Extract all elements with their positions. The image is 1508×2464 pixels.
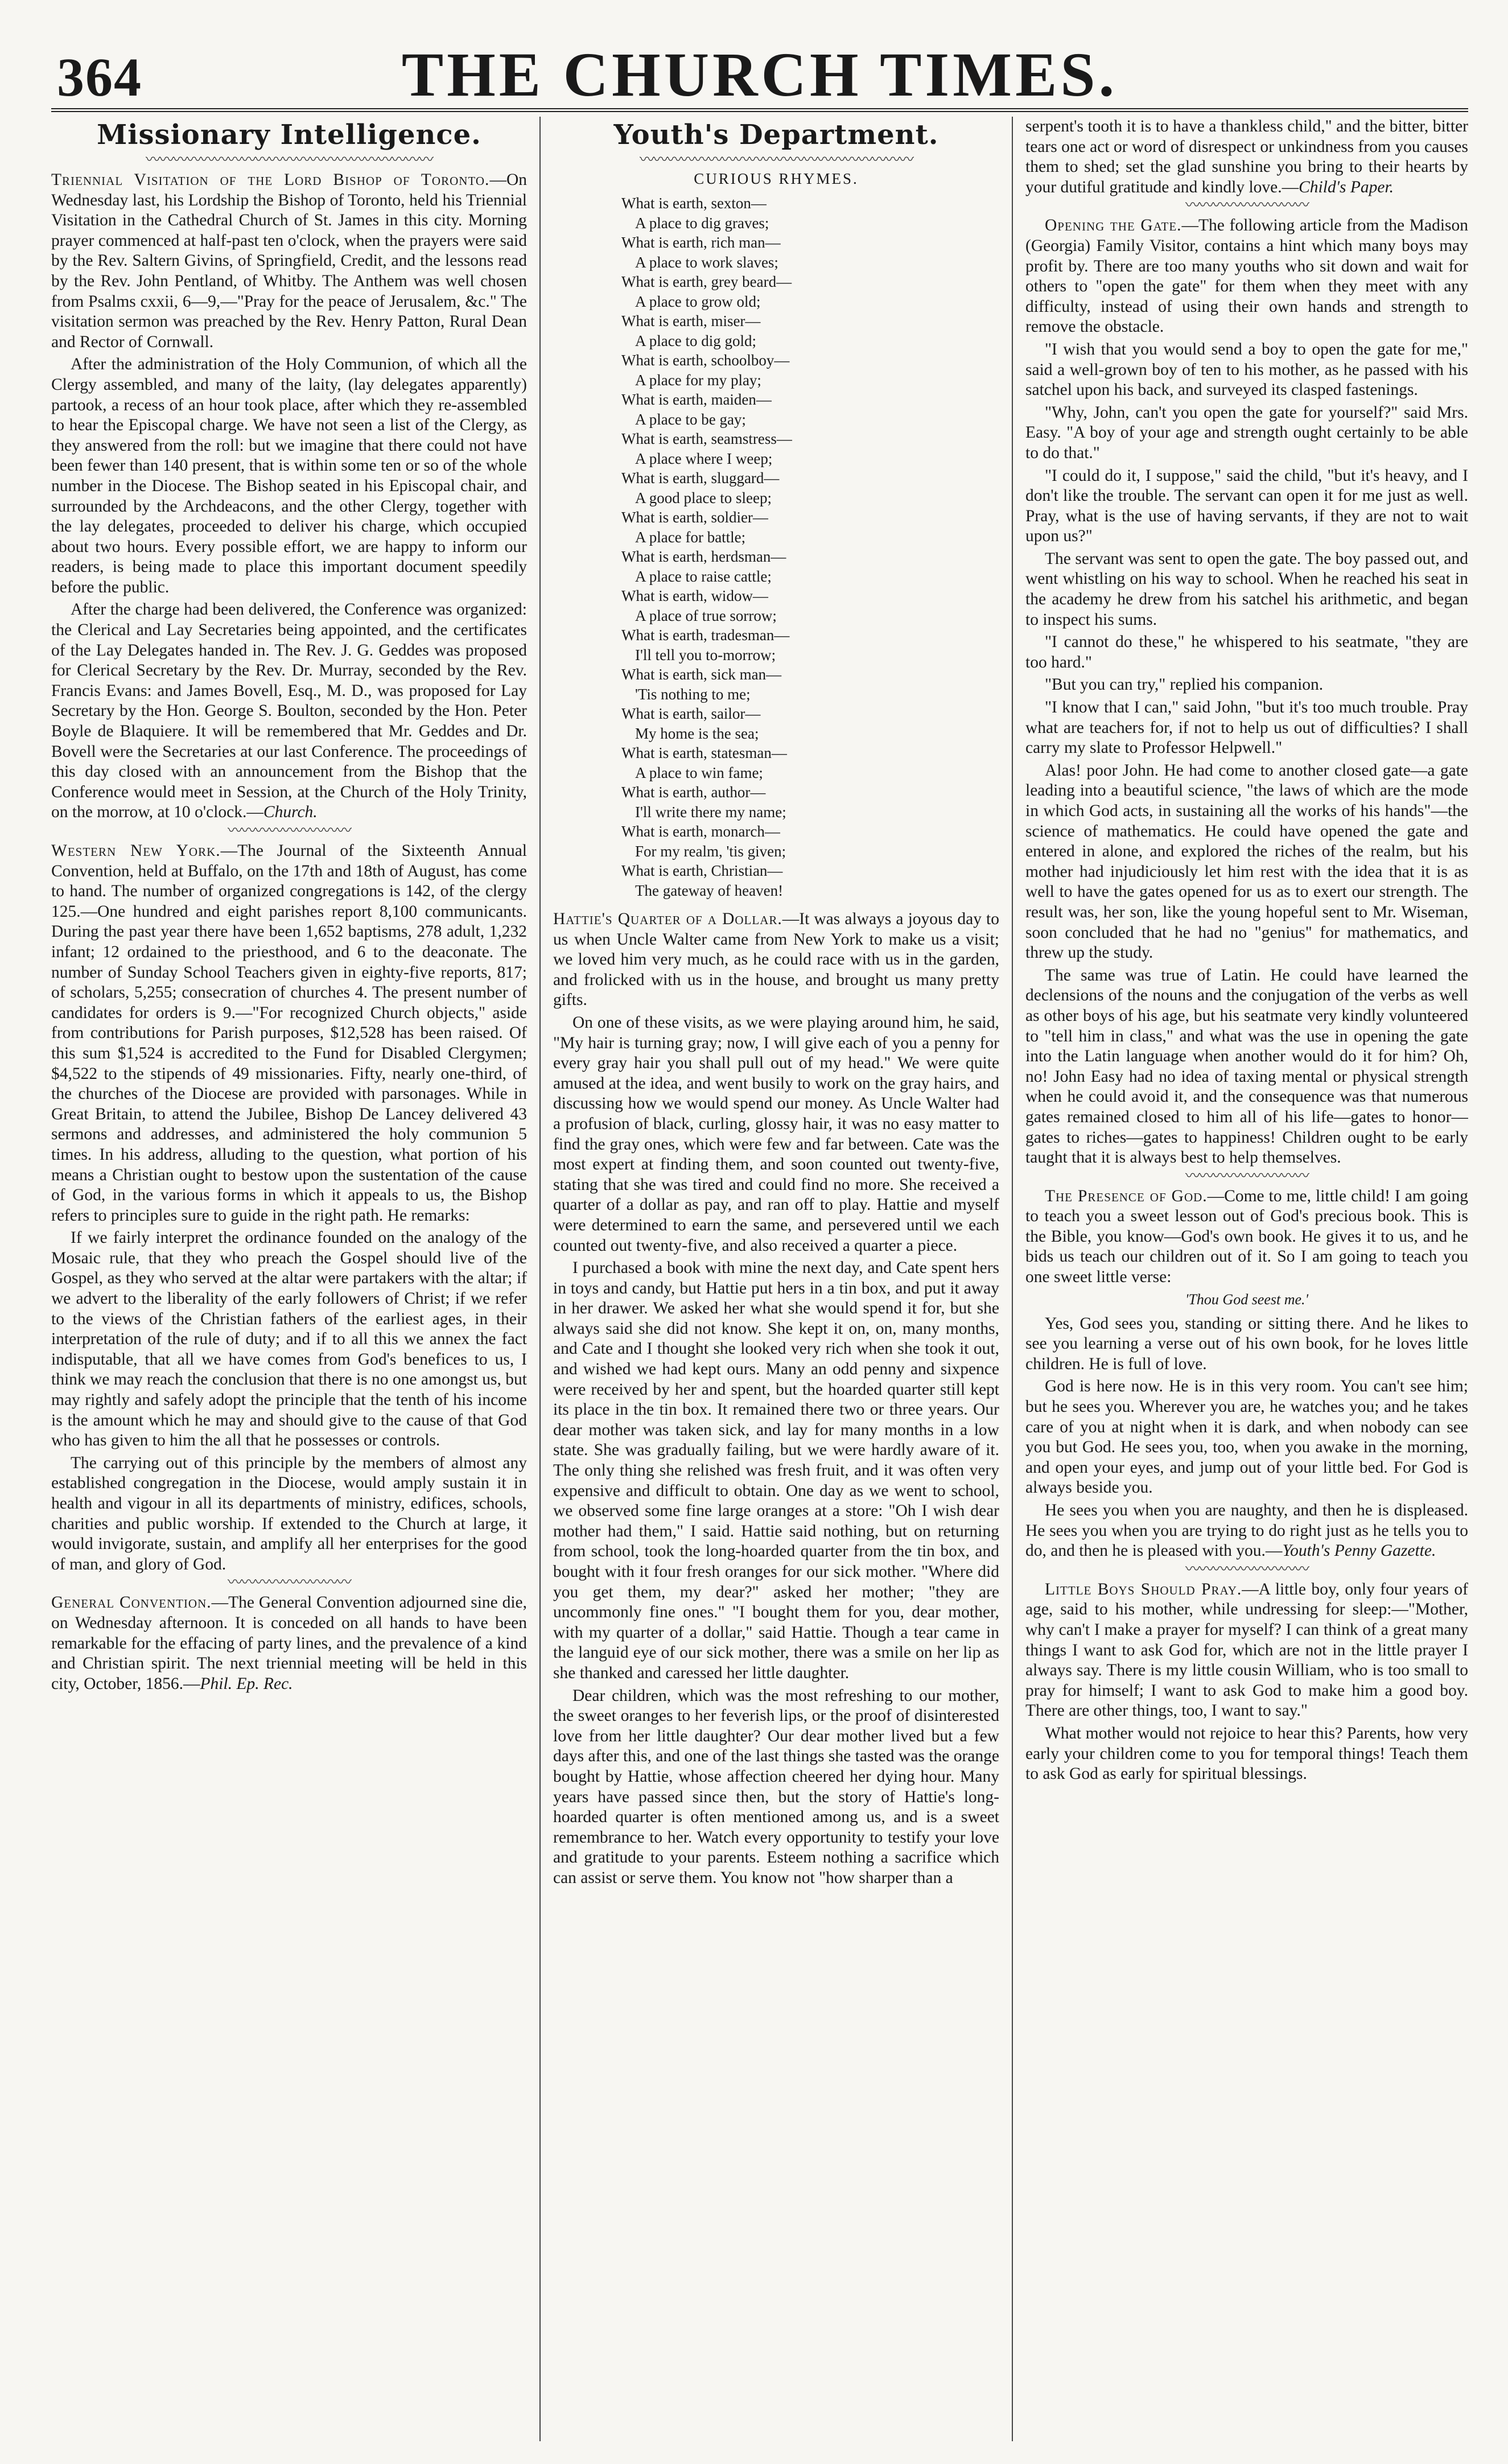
article-title: The Presence of God.	[1045, 1186, 1208, 1205]
article-presence-p2: Yes, God sees you, standing or sitting there. And he likes to see you learning a verse out of his own book, for he loves little children. He is full of love.	[1025, 1314, 1468, 1373]
article-title: Western New York.	[51, 842, 221, 860]
poem-line: What is earth, schoolboy—	[621, 352, 790, 369]
poem-line: What is earth, author—	[621, 784, 766, 801]
article-convention	[51, 1593, 527, 1694]
poem-line: What is earth, grey beard—	[621, 273, 792, 290]
article-source: Church.	[263, 803, 318, 822]
poem-line: What is earth, seamstress—	[621, 430, 792, 447]
poem-line: What is earth, herdsman—	[621, 548, 786, 565]
section-header-missionary: Missionary Intelligence.	[97, 119, 481, 151]
poem-line: A place to raise cattle;	[635, 567, 772, 585]
section-header-youth: Youth's Department.	[613, 119, 939, 151]
page-number: 364	[57, 47, 142, 108]
poem-line: What is earth, widow—	[621, 587, 768, 604]
article-text: —A little boy, only four years of age, said to his mother, while undressing for sleep:—"Mother, why can't I make a prayer for myself? I can think of a great many things I want to ask God for, which are not in the little prayer I always say. There is my little cousin William, who is too small to pray for himself; I want to ask God to make him a good boy. There are other things, too, I want to say."	[1025, 1580, 1468, 1720]
columns	[51, 117, 1468, 2441]
article-gate-p2: "I wish that you would send a boy to open the gate for me," said a well-grown boy of ten to his mother, as he passed with his satchel upon his back, and surveyed its clasped fastenings.	[1025, 340, 1468, 399]
article-presence-p4	[1025, 1501, 1468, 1561]
article-toronto-p3	[51, 600, 527, 823]
poem-line: A place where I weep;	[635, 450, 773, 467]
article-toronto-p1	[51, 170, 527, 352]
column-1	[51, 117, 541, 2441]
poem-line: A place to work slaves;	[635, 253, 778, 271]
article-gate-p7: "But you can try," replied his companion.	[1045, 675, 1324, 694]
poem-line: What is earth, miser—	[621, 312, 761, 329]
poem-title: CURIOUS RHYMES.	[694, 170, 859, 187]
article-gate-p5: The servant was sent to open the gate. The boy passed out, and went whistling on his way to school. When he reached his seat in the academy he drew from his satchel his arithmetic, and began to inspect his sums.	[1025, 549, 1468, 629]
article-gate-p3: "Why, John, can't you open the gate for yourself?" said Mrs. Easy. "A boy of your age and strength ought certainly to be able to do that."	[1025, 403, 1468, 462]
article-presence-p3: God is here now. He is in this very room. You can't see him; but he sees you. Wherever you are, he watches you; and he takes care of you at night when it is dark, and when nobody can see you but God. He sees you, too, when you awake in the morning, and open your eyes, and jump out of your little bed. For God is always beside you.	[1025, 1377, 1468, 1497]
poem-line: A place to dig graves;	[635, 214, 769, 232]
divider: 〰〰〰〰〰〰〰〰〰〰〰〰〰〰〰〰〰〰〰〰	[639, 151, 913, 168]
article-pray-p1	[1025, 1580, 1468, 1721]
article-pray-p2: What mother would not rejoice to hear this? Parents, how very early your children come to you for temporal things! Teach them to ask God as early for spiritual blessings.	[1025, 1724, 1468, 1783]
article-gate-p9: Alas! poor John. He had come to another closed gate—a gate leading into a beautiful science, "the laws of which are the mode in which God acts, in sustaining all the works of his hands"—the science of mathematics. He could have opened the gate and entered in alone, and explored the riches of the realm, but his mother had injudiciously let him rest with the idea that it is as well to have the gates opened for us as to exert our strength. The result was, her son, like the young hopeful sent to Mr. Wiseman, soon concluded that he had no "genius" for mathematics, and threw up the study.	[1025, 761, 1468, 962]
scripture-quote: 'Thou God seest me.'	[1185, 1291, 1309, 1308]
article-text: —Come to me, little child! I am going to teach you a sweet lesson out of God's precious book. This is the Bible, you know—God's own book. He gives it to us, and he bids us teach our children out of it. So I am going to teach you one sweet little verse:	[1025, 1186, 1468, 1287]
divider: 〰〰〰〰〰〰〰〰〰	[1185, 1560, 1308, 1577]
article-hattie-p1	[553, 909, 999, 1011]
poem-line: A place to be gay;	[635, 410, 746, 428]
poem-line: What is earth, rich man—	[621, 234, 781, 251]
poem-line: What is earth, sluggard—	[621, 469, 780, 487]
article-hattie-p3: I purchased a book with mine the next day, and Cate spent hers in toys and candy, but Hattie put hers in a tin box, and put it away in her drawer. We asked her what she would spend it for, but she always said she did not know. She kept it on, on, many months, and Cate and I thought she looked very rich when she took it out, and wished we had kept ours. Many an odd penny and sixpence were received by her and spent, but the hoarded quarter still kept its place in the tin box. It remained there two or three years. Our dear mother was taken sick, and lay for many months in a low state. She was gradually failing, but we were hardly aware of it. The only thing she relished was fresh fruit, and it was often very expensive and difficult to obtain. One day as we went to school, we observed some fine large oranges at a store: "Oh I wish dear mother had them," I said. Hattie said nothing, but on returning from school, took the long-hoarded quarter from the tin box, and bought with it four fresh oranges for our sick mother. "Where did you get them, my dear?" asked her mother; "they are uncommonly fine ones." "I bought them for you, dear mother, with my quarter of a dollar," said Hattie. Though a tear came in the languid eye of our sick mother, there was a smile on her lip as she thanked and caressed her little daughter.	[553, 1259, 999, 1682]
poem-line: A place to win fame;	[635, 764, 763, 781]
article-wny-p1	[51, 841, 527, 1226]
poem-line: For my realm, 'tis given;	[635, 842, 786, 860]
article-text: —The following article from the Madison (Georgia) Family Visitor, contains a hint which many boys may profit by. There are too many youths who sit down and wait for others to "open the gate" for them when they meet with any difficulty, instead of using their own hands and strength to remove the obstacle.	[1025, 216, 1468, 336]
article-wny-p2: If we fairly interpret the ordinance founded on the analogy of the Mosaic rule, that they who preach the Gospel should live of the Gospel, as they who served at the altar were partakers with the altar; if we advert to the liberality of the early followers of Christ; if we refer to the views of the Christian fathers of the earliest ages, in their interpretation of the rule of duty; and if to all this we annex the fact indisputable, that all we have comes from God's benefices to us, I think we may reach the conclusion that there is no one amongst us, but may rightly and safely adopt the principle that the tenth of his income is the amount which he may and should give to the cause of that God who has given to him the all that he possesses or controls.	[51, 1229, 527, 1450]
article-text: After the charge had been delivered, the Conference was organized: the Clerical and Lay Secretaries being appointed, and the certificates of the Lay Delegates handed in. The Rev. J. G. Geddes was proposed for Clerical Secretary by the Rev. Dr. Murray, seconded by the Rev. Francis Evans: and James Bovell, Esq., M. D., was proposed for Lay Secretary by the Hon. George S. Boulton, seconded by the Hon. Peter Boyle de Blaquiere. It will be remembered that Mr. Geddes and Dr. Bovell were the Secretaries at our last Conference. The proceedings of this day closed with an announcement from the Bishop that the Conference would meet in Session, at the Church of the Holy Trinity, on the morrow, at 10 o'clock.—	[51, 600, 527, 822]
article-toronto-p2: After the administration of the Holy Communion, of which all the Clergy assembled, and many of the laity, (lay delegates apparently) partook, a recess of an hour took place, after which they re-assembled to hear the Episcopal charge. We have not seen a list of the Clergy, as they answered from the roll: but we imagine that there could not have been fewer than 140 present, that is within some ten or so of the whole number in the Diocese. The Bishop seated in his Episcopal chair, and surrounded by the Archdeacons, and the other Clergy, together with the lay delegates, proceeded to deliver his charge, which occupied about two hours. Every possible effort, we are happy to inform our readers, is being made to place this important document speedily before the public.	[51, 355, 527, 596]
poem-line: What is earth, monarch—	[621, 823, 780, 840]
article-hattie-p4: Dear children, which was the most refreshing to our mother, the sweet oranges to her feverish lips, or the proof of disinterested love from her little daughter? Our dear mother lived but a few days after this, and one of the last things she tasted was the orange bought by Hattie, whose affection cheered her dying hour. Many years have passed since then, but the story of Hattie's long-hoarded quarter is often mentioned among us, and is a sweet remembrance to her. Watch every opportunity to testify your love and gratitude to your parents. Esteem nothing a sacrifice which can assist or serve them. You know not "how sharper than a	[553, 1686, 999, 1887]
poem-line: A good place to sleep;	[635, 489, 772, 506]
poem-line: I'll write there my name;	[635, 803, 786, 821]
article-gate-p6: "I cannot do these," he whispered to his seatmate, "they are too hard."	[1025, 633, 1468, 671]
article-text: —It was always a joyous day to us when Uncle Walter came from New York to make us a visit; we loved him very much, as he could race with us in the garden, and frolicked with us in the house, and brought us many pretty gifts.	[553, 910, 999, 1010]
poem-line: What is earth, sick man—	[621, 666, 782, 683]
article-source: Youth's Penny Gazette.	[1282, 1542, 1436, 1560]
article-gate-p1	[1025, 216, 1468, 337]
poem-line: What is earth, sailor—	[621, 705, 761, 722]
article-gate-p10: The same was true of Latin. He could have learned the declensions of the nouns and the conjugation of the verbs as well as other boys of his age, but his seatmate very kindly volunteered to "tell him in class," and what was the use in opening the gate into the Latin language when another would do it for him? Oh, no! John Easy had no idea of taxing mental or physical strength when he could avoid it, and the consequence was that numerous gates remained closed to him all of his life—gates to honor—gates to riches—gates to happiness! Children ought to be early taught that it is always best to help themselves.	[1025, 966, 1468, 1167]
poem-line: What is earth, tradesman—	[621, 627, 790, 644]
poem-line: What is earth, soldier—	[621, 509, 768, 526]
article-text: —The Journal of the Sixteenth Annual Convention, held at Buffalo, on the 17th and 18th of August, has come to hand. The number of organized congregations is 142, of the clergy 125.—One hundred and eight parishes report 8,100 communicants. During the past year there have been 1,652 baptisms, 278 adult, 1,232 infant; 12 ordained to the priesthood, and 6 to the deaconate. The number of Sunday School Teachers given in eighty-five reports, 817; of scholars, 5,255; consecration of churches 4. The present number of candidates for orders is 9.—"For recognized Church objects," aside from contributions for Parish purposes, $12,528 has been raised. Of this sum $1,524 is accredited to the Fund for Disabled Clergymen; $4,522 to the stipends of 49 missionaries. Fifty, nearly one-third, of the churches of the Diocese are provided with parsonages. While in Great Britain, to attend the Jubilee, Bishop De Lancey delivered 43 sermons and addresses, and administered the holy communion 5 times. In his address, alluding to the question, what portion of his means a Christian ought to bestow upon the sustentation of the cause of God, in the various forms in which it appeals to us, the Bishop refers to principles sure to guide in the right path. He remarks:	[51, 842, 527, 1225]
poem-line: A place for my play;	[635, 371, 761, 389]
poem-line: A place to grow old;	[635, 292, 761, 310]
poem-line: The gateway of heaven!	[635, 881, 784, 899]
poem-line: A place for battle;	[635, 528, 746, 546]
poem-line: My home is the sea;	[635, 724, 759, 742]
poem-line: A place of true sorrow;	[635, 607, 777, 624]
article-title: Hattie's Quarter of a Dollar.	[553, 910, 782, 928]
poem-line: What is earth, Christian—	[621, 862, 783, 879]
masthead	[51, 23, 1468, 112]
poem-curious-rhymes	[621, 193, 999, 900]
article-source: Child's Paper.	[1299, 178, 1394, 196]
article-title: Little Boys Should Pray.	[1045, 1580, 1242, 1598]
article-title: Opening the Gate.	[1045, 216, 1182, 235]
poem-line: What is earth, sexton—	[621, 195, 767, 212]
article-title: General Convention.	[51, 1593, 212, 1612]
divider: 〰〰〰〰〰〰〰〰〰	[1185, 197, 1308, 214]
divider: 〰〰〰〰〰〰〰〰〰〰〰〰〰〰〰〰〰〰〰〰〰	[145, 151, 432, 168]
column-3	[1013, 117, 1468, 2441]
poem-line: A place to dig gold;	[635, 332, 756, 349]
poem-line: I'll tell you to-morrow;	[635, 646, 776, 664]
article-text: —On Wednesday last, his Lordship the Bishop of Toronto, held his Triennial Visitation in the Cathedral Church of St. James in this city. Morning prayer commenced at half-past ten o'clock, when the prayers were said by the Rev. Saltern Givins, of Springfield, Credit, and the lessons read by the Rev. John Pentland, of Whitby. The Anthem was well chosen from Psalms cxxii, 6—9,—"Pray for the peace of Jerusalem, &c." The visitation sermon was preached by the Rev. Henry Patton, Rural Dean and Rector of Cornwall.	[51, 171, 527, 351]
article-text: serpent's tooth it is to have a thankless child," and the bitter, bitter tears one act or word of disrespect or unkindness from you causes them to shed; set the glad sunshine you bring to their hearts by your dutiful gratitude and kindly love.—	[1025, 117, 1468, 196]
divider: 〰〰〰〰〰〰〰〰〰	[227, 822, 351, 839]
article-gate-p4: "I could do it, I suppose," said the child, "but it's heavy, and I don't like the trouble. The servant can open it for me just as well. Pray, what is the use of having servants, if they are not to wait upon us?"	[1025, 466, 1468, 546]
article-presence-p1	[1025, 1186, 1468, 1288]
divider: 〰〰〰〰〰〰〰〰〰	[1185, 1167, 1308, 1184]
article-source: Phil. Ep. Rec.	[200, 1674, 293, 1693]
divider: 〰〰〰〰〰〰〰〰〰	[227, 1574, 351, 1591]
article-text: —The General Convention adjourned sine die, on Wednesday afternoon. It is conceded on all hands to have been remarkable for the effacing of party lines, and the prevalence of a kind and Christian spirit. The next triennial meeting will be held in this city, October, 1856.—	[51, 1593, 527, 1693]
column-2	[541, 117, 1013, 2441]
article-hattie-p2: On one of these visits, as we were playing around him, he said, "My hair is turning gray; now, I will give each of you a penny for every gray hair you shall pull out of my head." We were quite amused at the idea, and went busily to work on the gray hairs, and discussing how we would spend our money. As Uncle Walter had a profusion of black, curling, glossy hair, it was no easy matter to find the gray ones, which were few and far between. Cate was the most expert at finding them, and soon counted out twenty-five, stating that she was tired and could find no more. She received a quarter of a dollar as pay, and ran off to play. Hattie and myself were determined to earn the same, and persevered until we each counted out twenty-five, and also received a quarter a piece.	[553, 1013, 999, 1255]
newspaper-title: THE CHURCH TIMES.	[401, 40, 1118, 109]
article-gate-p8: "I know that I can," said John, "but it's too much trouble. Pray what are teachers for, if not to help us out of difficulties? I shall carry my slate to Professor Helpwell."	[1025, 698, 1468, 757]
poem-line: What is earth, maiden—	[621, 391, 772, 408]
poem-line: What is earth, statesman—	[621, 744, 787, 761]
article-text: He sees you when you are naughty, and then he is displeased. He sees you when you are trying to do right just as he tells you to do, and then he is pleased with you.—	[1025, 1501, 1468, 1560]
article-title: Triennial Visitation of the Lord Bishop of Toronto.	[51, 171, 490, 189]
poem-line: 'Tis nothing to me;	[635, 685, 751, 703]
article-wny-p3: The carrying out of this principle by the members of almost any established congregation in the Diocese, would amply sustain it in health and vigour in all its departments of ministry, edifices, schools, charities and public worship. If extended to the Church at large, it would invigorate, sustain, and amplify all her enterprises for the good of man, and glory of God.	[51, 1453, 527, 1573]
article-continued	[1025, 117, 1468, 197]
